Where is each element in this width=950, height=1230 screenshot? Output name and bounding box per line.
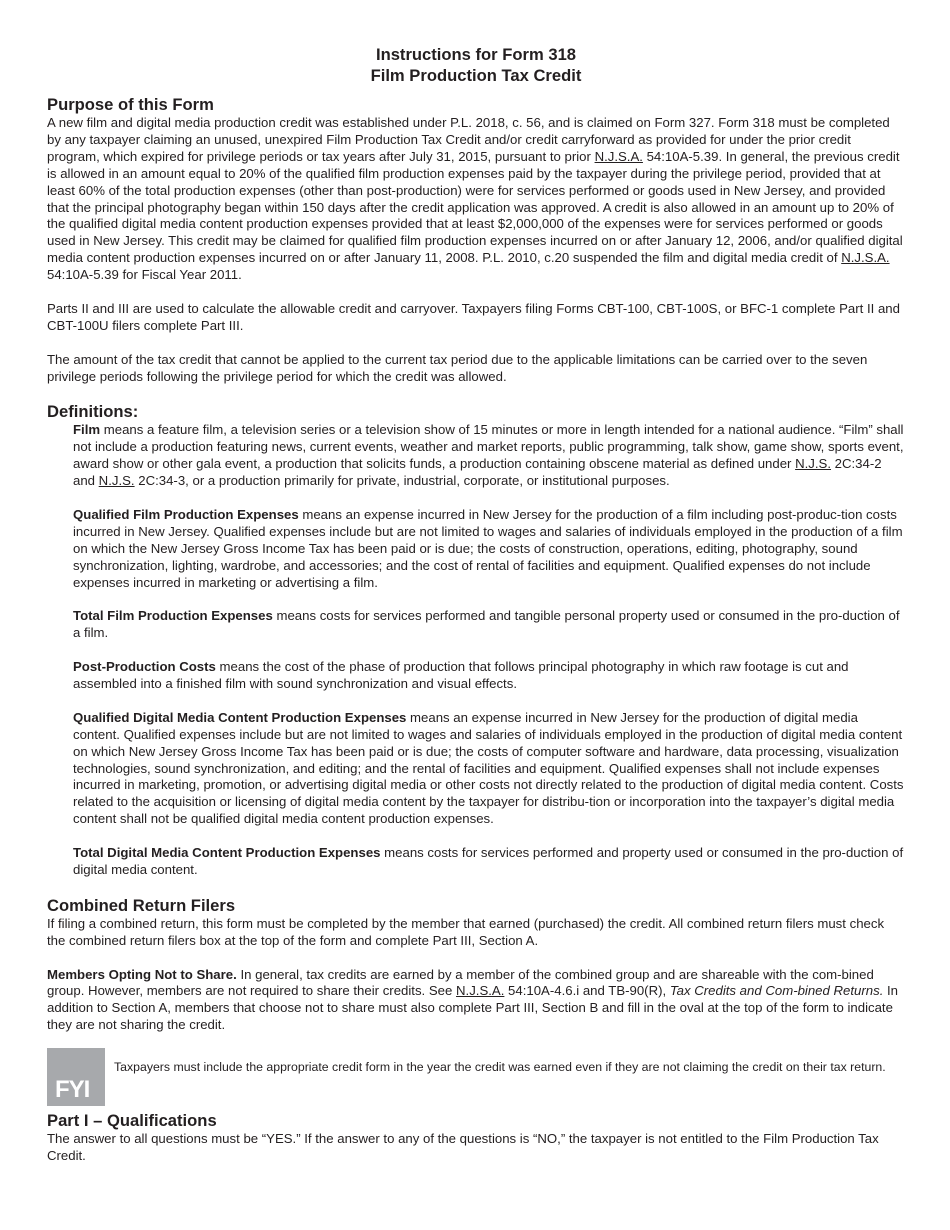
purpose-paragraph-2: Parts II and III are used to calculate the allowable credit and carryover. Taxpayers filing Forms CBT-100, CBT-100S, or BFC-1 complete Part II and CBT-100U filers complete Part III. xyxy=(47,300,900,333)
definitions-list xyxy=(73,422,905,878)
definition-term: Post-Production Costs xyxy=(73,659,216,675)
definition-term: Total Film Production Expenses xyxy=(73,608,273,624)
fyi-label: FYI xyxy=(55,1076,90,1104)
definition-qualified-film-expenses: Qualified Film Production Expenses means an expense incurred in New Jersey for the production of a film including post-produc-tion costs incurred in New Jersey. Qualified expenses include but are not limited to wages and salaries of individuals employed in the production of a film on which the New Jersey Gross Income Tax has been paid or is due; the costs of construction, operations, editing, photography, sound synchronization, lighting, wardrobe, and accessories; and the cost of rental of facilities and equipment. Qualified expenses do not include expenses incurred in marketing or advertising a film. xyxy=(73,506,903,590)
definition-term: Film xyxy=(73,422,101,438)
combined-paragraph-1: If filing a combined return, this form must be completed by the member that earned (purchased) the credit. All combined return filers must check the combined return filers box at the top of the form and complete Part III, Section A. xyxy=(47,915,885,948)
statute-reference: N.J.S.A. xyxy=(456,983,505,999)
page-title-line1: Instructions for Form 318 xyxy=(375,45,577,64)
statute-reference: N.J.S. xyxy=(98,473,135,489)
definitions-heading: Definitions: xyxy=(47,402,139,422)
definition-post-production-costs: Post-Production Costs means the cost of the phase of production that follows principal photography in which raw footage is cut and assembled into a finished film with sound synchronization and visual effects. xyxy=(73,659,849,692)
statute-reference: N.J.S.A. xyxy=(841,250,890,266)
purpose-paragraph-3: The amount of the tax credit that cannot be applied to the current tax period due to the applicable limitations can be carried over to the seven privilege periods following the privilege period for which the credit was allowed. xyxy=(47,351,868,384)
definition-term: Total Digital Media Content Production Expenses xyxy=(73,845,381,861)
paragraph-term: Members Opting Not to Share. xyxy=(47,966,237,982)
definition-term: Qualified Film Production Expenses xyxy=(73,506,299,522)
fyi-note-block xyxy=(47,1048,905,1110)
part1-heading: Part I – Qualifications xyxy=(47,1111,217,1131)
fyi-icon xyxy=(47,1048,105,1106)
document-page xyxy=(47,44,905,1165)
purpose-heading: Purpose of this Form xyxy=(47,95,214,114)
fyi-note-text: Taxpayers must include the appropriate credit form in the year the credit was earned even if they are not claiming the credit on their tax return. xyxy=(114,1060,886,1075)
statute-reference: N.J.S.A. xyxy=(594,148,643,164)
publication-title: Tax Credits and Com-bined Returns. xyxy=(669,983,884,999)
definition-total-film-expenses: Total Film Production Expenses means costs for services performed and tangible personal property used or consumed in the pro-duction of a film. xyxy=(73,608,900,641)
definition-term: Qualified Digital Media Content Production Expenses xyxy=(73,709,407,725)
part1-paragraph: The answer to all questions must be “YES.” If the answer to any of the questions is “NO,” the taxpayer is not entitled to the Film Production Tax Credit. xyxy=(47,1131,879,1164)
statute-reference: N.J.S. xyxy=(795,456,831,472)
combined-heading: Combined Return Filers xyxy=(47,895,236,915)
definition-film: Film means a feature film, a television series or a television show of 15 minutes or more in length intended for a national audience. “Film” shall not include a production featuring news, current events, weather and market reports, public programming, talk show, game show, sports event, award show or other gala event, a production that solicits funds, a production containing obscene material as defined under N.J.S. 2C:34-2 and N.J.S. 2C:34-3, or a production primarily for private, industrial, corporate, or institutional purposes. xyxy=(73,422,904,489)
definition-total-digital-media-expenses: Total Digital Media Content Production Expenses means costs for services performed and property used or consumed in the pro-duction of digital media content. xyxy=(73,845,904,877)
combined-paragraph-2: Members Opting Not to Share. In general, tax credits are earned by a member of the combined group and are shareable with the com-bined group. However, members are not required to share their credits. See N.J.S.A. 54:10A-4.6.i and TB-90(R), Tax Credits and Com-bined Returns. In addition to Section A, members that choose not to share must also complete Part III, Section B and fill in the oval at the top of the form to indicate they are not sharing the credit. xyxy=(47,966,899,1033)
definition-qualified-digital-media-expenses: Qualified Digital Media Content Production Expenses means an expense incurred in New Jersey for the production of digital media content. Qualified expenses include but are not limited to wages and salaries of individuals employed in the production of digital media content on which New Jersey Gross Income Tax has been paid or is due; the costs of computer software and hardware, data processing, visualization technologies, sound synchronization, and editing; and the rental of facilities and equipment. Qualified expenses shall not include expenses incurred in marketing, promotion, or advertising digital media or other costs not directly related to the production of digital media content. Costs related to the acquisition or licensing of digital media content by the taxpayer for distribu-tion or incorporation into the taxpayer’s digital media content shall not be qualified digital media content production expenses. xyxy=(73,709,904,827)
purpose-paragraph-1: A new film and digital media production credit was established under P.L. 2018, c. 56, and is claimed on Form 327. Form 318 must be completed by any taxpayer claiming an unused, unexpired Film Production Tax Credit and/or credit carryforward as provided for under the prior credit program, which expired for privilege periods or tax years after July 31, 2015, pursuant to prior N.J.S.A. 54:10A-5.39. In general, the previous credit is allowed in an amount equal to 20% of the qualified film production expenses paid by the taxpayer during the privilege period, provided that at least 60% of the total production expenses (other than post-production) were for services performed or goods used in New Jersey, and provided that the principal photography began within 150 days after the credit application was approved. A credit is also allowed in an amount up to 20% of the qualified digital media content production expenses provided that at least $2,000,000 of the expenses were for services performed or goods used in New Jersey. This credit may be claimed for qualified film production expenses incurred on or after January 12, 2006, and/or qualified digital media content production expenses incurred on or after January 11, 2008. P.L. 2010, c.20 suspended the film and digital media credit of N.J.S.A. 54:10A-5.39 for Fiscal Year 2011. xyxy=(47,115,903,283)
page-title-line2: Film Production Tax Credit xyxy=(370,66,582,85)
